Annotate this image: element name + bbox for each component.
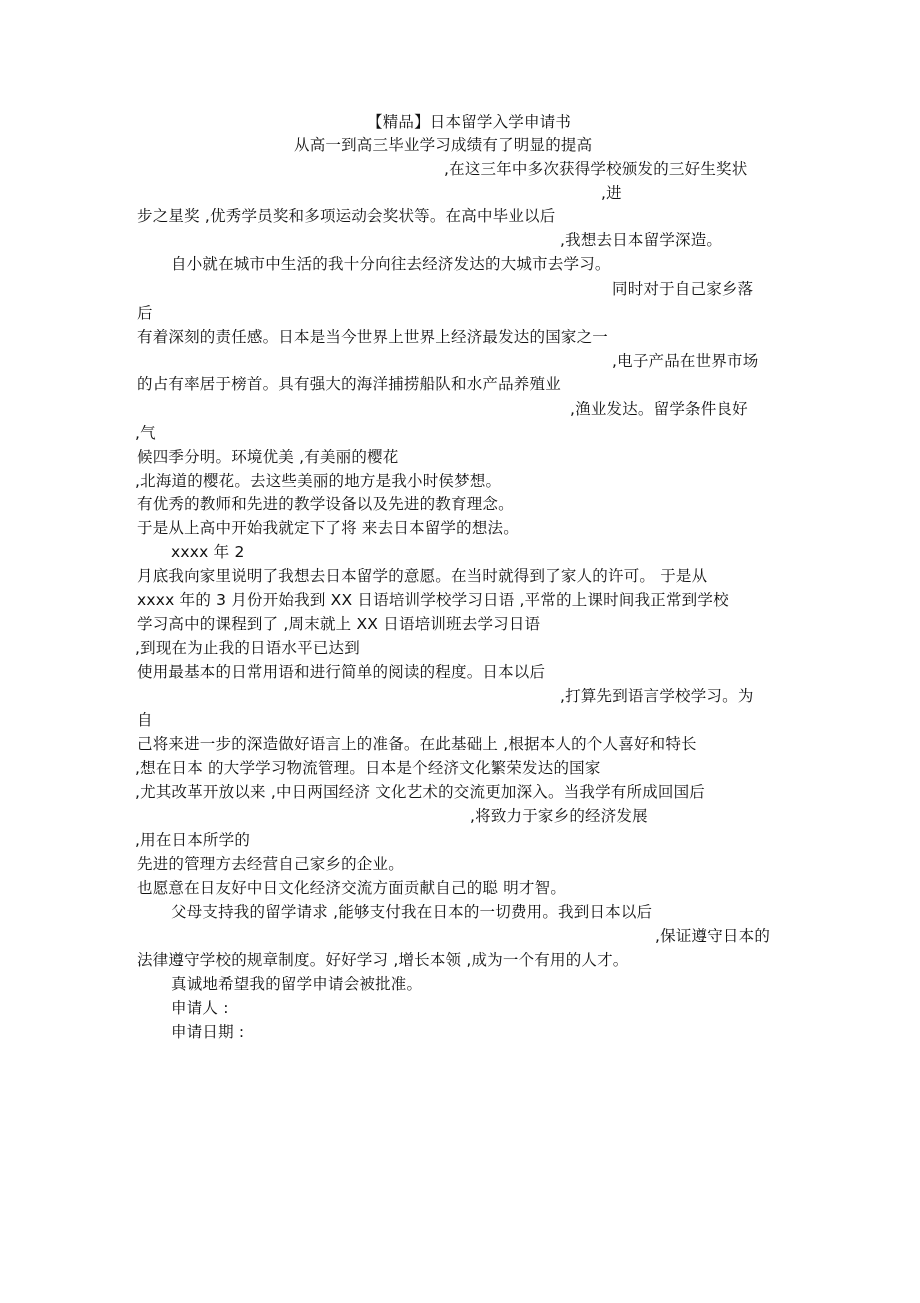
text-line: xxxx 年的 3 月份开始我到 XX 日语培训学校学习日语 ,平常的上课时间我正常到学校 xyxy=(137,591,729,609)
text-line: ,北海道的樱花。去这些美丽的地方是我小时侯梦想。 xyxy=(135,472,502,490)
text-line: ,保证遵守日本的 xyxy=(655,927,771,945)
text-line: ,气 xyxy=(135,424,156,442)
text-line: 先进的管理方去经营自己家乡的企业。 xyxy=(137,855,404,873)
text-line: ,尤其改革开放以来 ,中日两国经济 文化艺术的交流更加深入。当我学有所成回国后 xyxy=(135,783,706,801)
text-line: xxxx 年 2 xyxy=(171,543,245,561)
text-line: ,想在日本 的大学学习物流管理。日本是个经济文化繁荣发达的国家 xyxy=(135,759,601,777)
text-line: 同时对于自己家乡落 xyxy=(612,280,754,298)
text-line: 有着深刻的责任感。日本是当今世界上世界上经济最发达的国家之一 xyxy=(137,328,609,346)
text-line: ,打算先到语言学校学习。为 xyxy=(560,687,754,705)
text-line: 学习高中的课程到了 ,周末就上 XX 日语培训班去学习日语 xyxy=(137,615,541,633)
text-line: 自 xyxy=(137,711,153,729)
text-line: ,进 xyxy=(601,184,622,202)
document-title: 【精品】日本留学入学申请书 xyxy=(367,113,572,131)
applicant-label: 申请人 : xyxy=(171,999,229,1017)
text-line: 使用最基本的日常用语和进行简单的阅读的程度。日本以后 xyxy=(137,663,546,681)
text-line: 也愿意在日友好中日文化经济交流方面贡献自己的聪 明才智。 xyxy=(137,879,567,897)
text-line: 后 xyxy=(137,304,153,322)
text-line: 父母支持我的留学请求 ,能够支付我在日本的一切费用。我到日本以后 xyxy=(171,903,653,921)
text-line: ,渔业发达。留学条件良好 xyxy=(570,400,748,418)
text-line: 于是从上高中开始我就定下了将 来去日本留学的想法。 xyxy=(137,519,519,537)
application-date-label: 申请日期 : xyxy=(171,1023,245,1041)
text-line: 真诚地希望我的留学申请会被批准。 xyxy=(171,975,423,993)
text-line: 候四季分明。环境优美 ,有美丽的樱花 xyxy=(137,448,399,466)
text-line: ,到现在为止我的日语水平已达到 xyxy=(135,639,360,657)
text-line: 的占有率居于榜首。具有强大的海洋捕捞船队和水产品养殖业 xyxy=(137,375,561,393)
text-line: 月底我向家里说明了我想去日本留学的意愿。在当时就得到了家人的许可。 于是从 xyxy=(137,567,708,585)
text-line: 自小就在城市中生活的我十分向往去经济发达的大城市去学习。 xyxy=(171,255,611,273)
text-line: 从高一到高三毕业学习成绩有了明显的提高 xyxy=(294,136,593,154)
text-line: ,我想去日本留学深造。 xyxy=(560,231,723,249)
text-line: ,电子产品在世界市场 xyxy=(612,352,759,370)
text-line: ,在这三年中多次获得学校颁发的三好生奖状 xyxy=(444,160,748,178)
text-line: ,用在日本所学的 xyxy=(135,831,251,849)
text-line: ,将致力于家乡的经济发展 xyxy=(470,807,648,825)
text-line: 己将来进一步的深造做好语言上的准备。在此基础上 ,根据本人的个人喜好和特长 xyxy=(137,735,697,753)
text-line: 有优秀的教师和先进的教学设备以及先进的教育理念。 xyxy=(137,495,514,513)
text-line: 法律遵守学校的规章制度。好好学习 ,增长本领 ,成为一个有用的人才。 xyxy=(137,951,629,969)
text-line: 步之星奖 ,优秀学员奖和多项运动会奖状等。在高中毕业以后 xyxy=(137,207,556,225)
